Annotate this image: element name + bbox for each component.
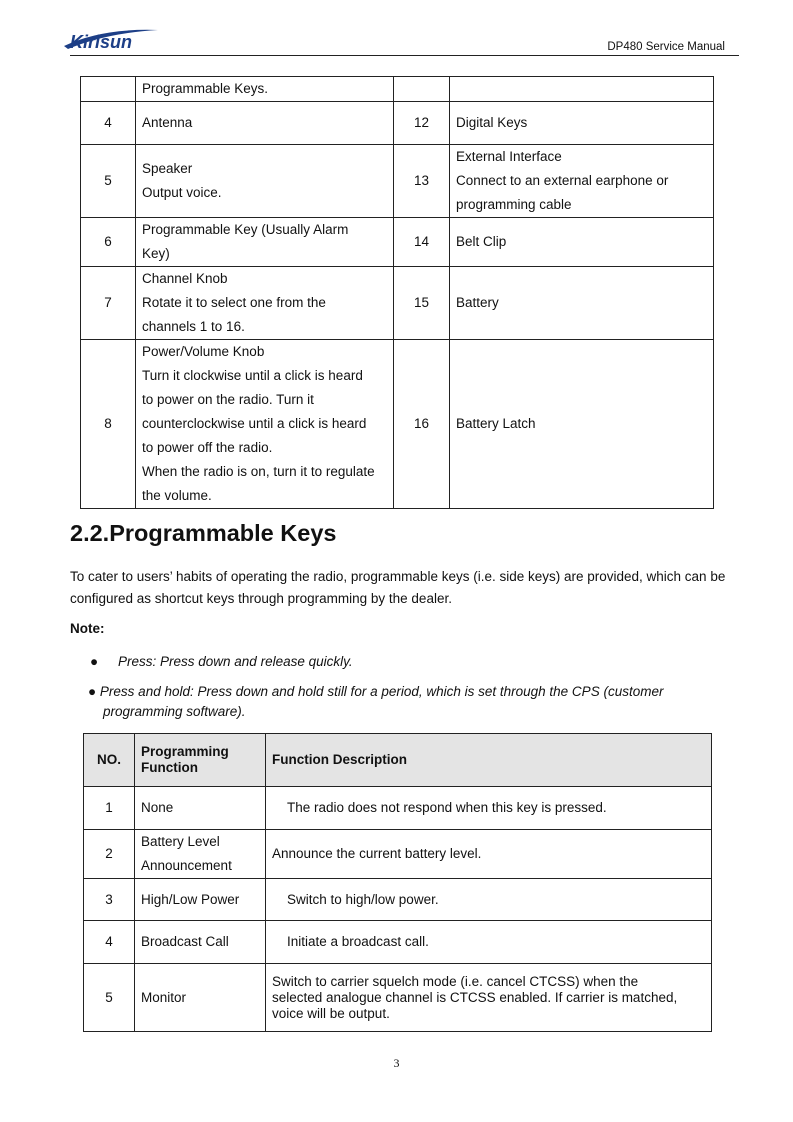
text-line: counterclockwise until a click is heard <box>142 416 367 431</box>
text-line: Announcement <box>141 858 232 873</box>
bullet-icon: ● <box>88 684 97 699</box>
part-description <box>450 267 714 340</box>
key-number: 5 <box>84 964 135 1032</box>
intro-paragraph: To cater to users’ habits of operating the radio, programmable keys (i.e. side keys) are provided, which can be configured as shortcut keys through programming by the dealer. <box>70 569 726 606</box>
table-row <box>84 921 712 964</box>
part-description <box>450 145 714 218</box>
bullet-text: Press: Press down and release quickly. <box>118 654 353 669</box>
text-line: programming cable <box>456 197 572 212</box>
text-line: Monitor <box>141 989 187 1005</box>
note-label: Note: <box>70 621 105 636</box>
table-row <box>81 267 714 340</box>
key-description <box>266 964 712 1032</box>
key-description: The radio does not respond when this key is pressed. <box>266 787 712 830</box>
text-line: Belt Clip <box>456 234 507 249</box>
key-description: Announce the current battery level. <box>266 830 712 879</box>
key-function <box>135 879 266 921</box>
key-number: 4 <box>84 921 135 964</box>
table-header-row <box>84 734 712 787</box>
text-line: Digital Keys <box>456 115 528 130</box>
text-line: Programming <box>141 744 229 759</box>
part-description <box>136 267 394 340</box>
text-line: Key) <box>142 246 170 261</box>
programmable-keys-table <box>83 733 712 1032</box>
key-number: 3 <box>84 879 135 921</box>
part-number: 13 <box>394 145 450 218</box>
table-row <box>81 77 714 102</box>
part-number: 6 <box>81 218 136 267</box>
table-cell: Programmable Keys. <box>136 77 394 102</box>
text-line: voice will be output. <box>272 1005 390 1021</box>
key-function <box>135 787 266 830</box>
kirisun-logo <box>62 24 162 56</box>
text-line: selected analogue channel is CTCSS enabled. If carrier is matched, <box>272 989 678 1005</box>
table-row <box>81 218 714 267</box>
part-number: 12 <box>394 102 450 145</box>
text-line: Battery Level <box>141 834 220 849</box>
text-line: Battery Latch <box>456 416 536 431</box>
bullet-item <box>90 652 353 672</box>
table-cell <box>450 77 714 102</box>
text-line: Antenna <box>142 115 193 130</box>
text-line: channels 1 to 16. <box>142 319 245 334</box>
text-line: External Interface <box>456 149 562 164</box>
part-number: 5 <box>81 145 136 218</box>
part-number: 14 <box>394 218 450 267</box>
bullet-icon: ● <box>90 654 99 669</box>
text-line: Speaker <box>142 161 193 176</box>
logo-text: Kirisun <box>70 32 133 52</box>
bullet-item <box>88 682 723 722</box>
table-row <box>84 787 712 830</box>
part-number: 16 <box>394 340 450 509</box>
key-number: 2 <box>84 830 135 879</box>
text-line: Turn it clockwise until a click is heard <box>142 368 363 383</box>
text-line: Function <box>141 760 198 775</box>
text-line: Power/Volume Knob <box>142 344 265 359</box>
text-line: Programmable Key (Usually Alarm <box>142 222 349 237</box>
table-row <box>84 964 712 1032</box>
table-row <box>84 830 712 879</box>
key-function <box>135 830 266 879</box>
page-number: 3 <box>393 1056 400 1070</box>
text-line: High/Low Power <box>141 891 240 907</box>
text-line: Output voice. <box>142 185 222 200</box>
parts-table <box>80 76 714 509</box>
part-number: 15 <box>394 267 450 340</box>
text-line: Broadcast Call <box>141 934 229 949</box>
section-title: 2.2.Programmable Keys <box>70 520 337 546</box>
part-description <box>136 340 394 509</box>
header-function-description: Function Description <box>266 734 712 787</box>
header-no: NO. <box>84 734 135 787</box>
header-divider <box>70 55 739 56</box>
text-line: to power on the radio. Turn it <box>142 392 314 407</box>
part-description <box>136 218 394 267</box>
text-line: When the radio is on, turn it to regulate <box>142 464 375 479</box>
part-number: 8 <box>81 340 136 509</box>
text-line: to power off the radio. <box>142 440 273 455</box>
table-row <box>81 102 714 145</box>
table-row <box>81 340 714 509</box>
text-line: Channel Knob <box>142 271 228 286</box>
part-number: 7 <box>81 267 136 340</box>
key-description: Initiate a broadcast call. <box>266 921 712 964</box>
table-cell <box>81 77 136 102</box>
text-line: Rotate it to select one from the <box>142 295 326 310</box>
part-description <box>450 102 714 145</box>
text-line: Battery <box>456 295 499 310</box>
table-row <box>84 879 712 921</box>
table-row <box>81 145 714 218</box>
part-number: 4 <box>81 102 136 145</box>
kirisun-logo-graphic <box>62 24 162 56</box>
part-description <box>136 145 394 218</box>
text-line: Connect to an external earphone or <box>456 173 669 188</box>
key-function <box>135 964 266 1032</box>
key-number: 1 <box>84 787 135 830</box>
part-description <box>450 340 714 509</box>
part-description <box>450 218 714 267</box>
header-programming-function <box>135 734 266 787</box>
key-function <box>135 921 266 964</box>
key-description: Switch to high/low power. <box>266 879 712 921</box>
text-line: Switch to carrier squelch mode (i.e. cancel CTCSS) when the <box>272 973 639 989</box>
manual-title: DP480 Service Manual <box>607 41 725 53</box>
table-cell <box>394 77 450 102</box>
part-description <box>136 102 394 145</box>
text-line: the volume. <box>142 488 212 503</box>
text-line: None <box>141 800 174 815</box>
bullet-text: Press and hold: Press down and hold still for a period, which is set through the CPS (customer programming software). <box>99 684 664 719</box>
